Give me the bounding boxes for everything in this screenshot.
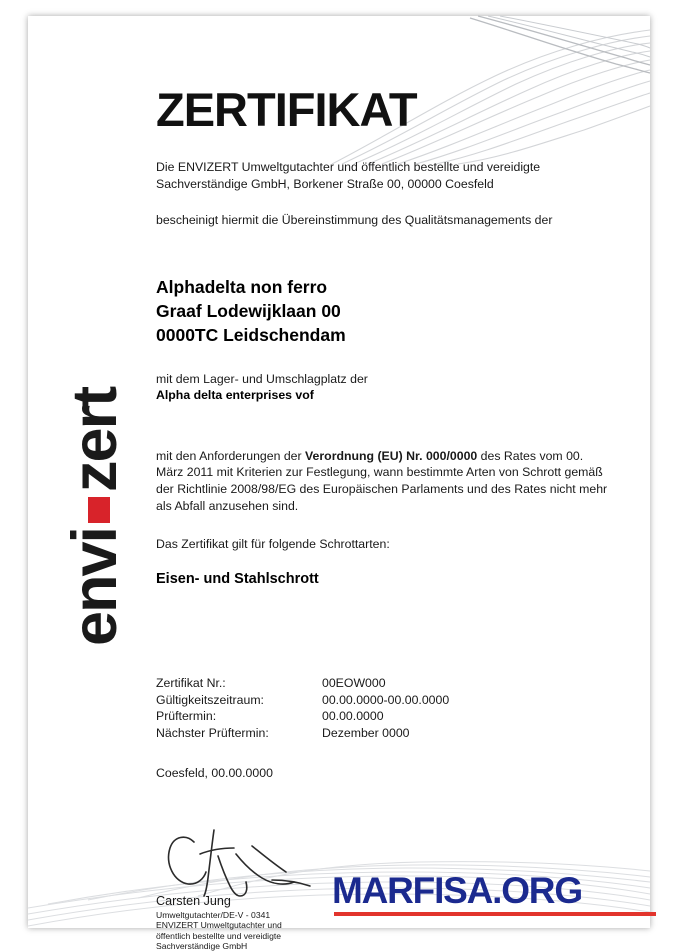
signature-name: Carsten Jung	[156, 894, 231, 908]
detail-label: Prüftermin:	[156, 709, 217, 724]
watermark-text: MARFISA.ORG	[332, 870, 582, 911]
logo-red-bar-icon	[88, 497, 110, 523]
company-name: Alphadelta non ferro	[156, 276, 328, 297]
company-street: Graaf Lodewijklaan 00	[156, 300, 341, 321]
detail-row	[156, 692, 449, 709]
detail-label: Zertifikat Nr.:	[156, 675, 226, 690]
certificate-sheet	[28, 16, 650, 952]
page-title: ZERTIFIKAT	[156, 83, 417, 136]
regulation-suffix: des Rates vom 00. März 2011 mit Kriterien zur Festlegung, wann bestimmte Arten von Schrott gemäß der Richtlinie 2008/98/EG des Europäischen Parlaments und des Rates nicht mehr als Abfall anzusehen sind.	[156, 448, 608, 513]
detail-row	[156, 725, 449, 742]
detail-row	[156, 708, 449, 725]
signature-role: Umweltgutachter/DE-V - 0341 ENVIZERT Umweltgutachter und öffentlich bestellte und vereidigte Sachverständige GmbH	[156, 910, 282, 952]
storage-name: Alpha delta enterprises vof	[156, 388, 314, 402]
place-and-date: Coesfeld, 00.00.0000	[156, 766, 273, 780]
scrap-type: Eisen- und Stahlschrott	[156, 570, 319, 587]
watermark-underline	[334, 912, 656, 916]
detail-value: Dezember 0000	[322, 726, 410, 741]
envizert-logo	[54, 316, 134, 646]
detail-value: 00.00.0000	[322, 709, 384, 724]
storage-label: mit dem Lager- und Umschlagplatz der	[156, 371, 368, 386]
regulation-prefix: mit den Anforderungen der	[156, 448, 306, 463]
detail-label: Gültigkeitszeitraum:	[156, 692, 264, 707]
certificate-content	[156, 83, 611, 952]
logo-text-envi: envi	[59, 527, 130, 646]
logo-text-zert: zert	[59, 387, 130, 492]
statement-paragraph: bescheinigt hiermit die Übereinstimmung des Qualitätsmanagements der	[156, 213, 553, 227]
certified-company-block	[156, 275, 611, 347]
scope-intro: Das Zertifikat gilt für folgende Schrottarten:	[156, 537, 390, 552]
detail-value: 00EOW000	[322, 675, 386, 690]
certificate-details	[156, 675, 611, 742]
watermark	[332, 872, 662, 924]
detail-row	[156, 675, 449, 692]
company-city: 0000TC Leidschendam	[156, 324, 346, 345]
detail-value: 00.00.0000-00.00.0000	[322, 692, 450, 707]
issuer-paragraph: Die ENVIZERT Umweltgutachter und öffentlich bestellte und vereidigte Sachverständige GmbH, Borkener Straße 00, 00000 Coesfeld	[156, 160, 541, 191]
regulation-paragraph	[156, 448, 611, 515]
detail-label: Nächster Prüftermin:	[156, 726, 269, 741]
regulation-reference: Verordnung (EU) Nr. 000/0000	[305, 448, 478, 463]
